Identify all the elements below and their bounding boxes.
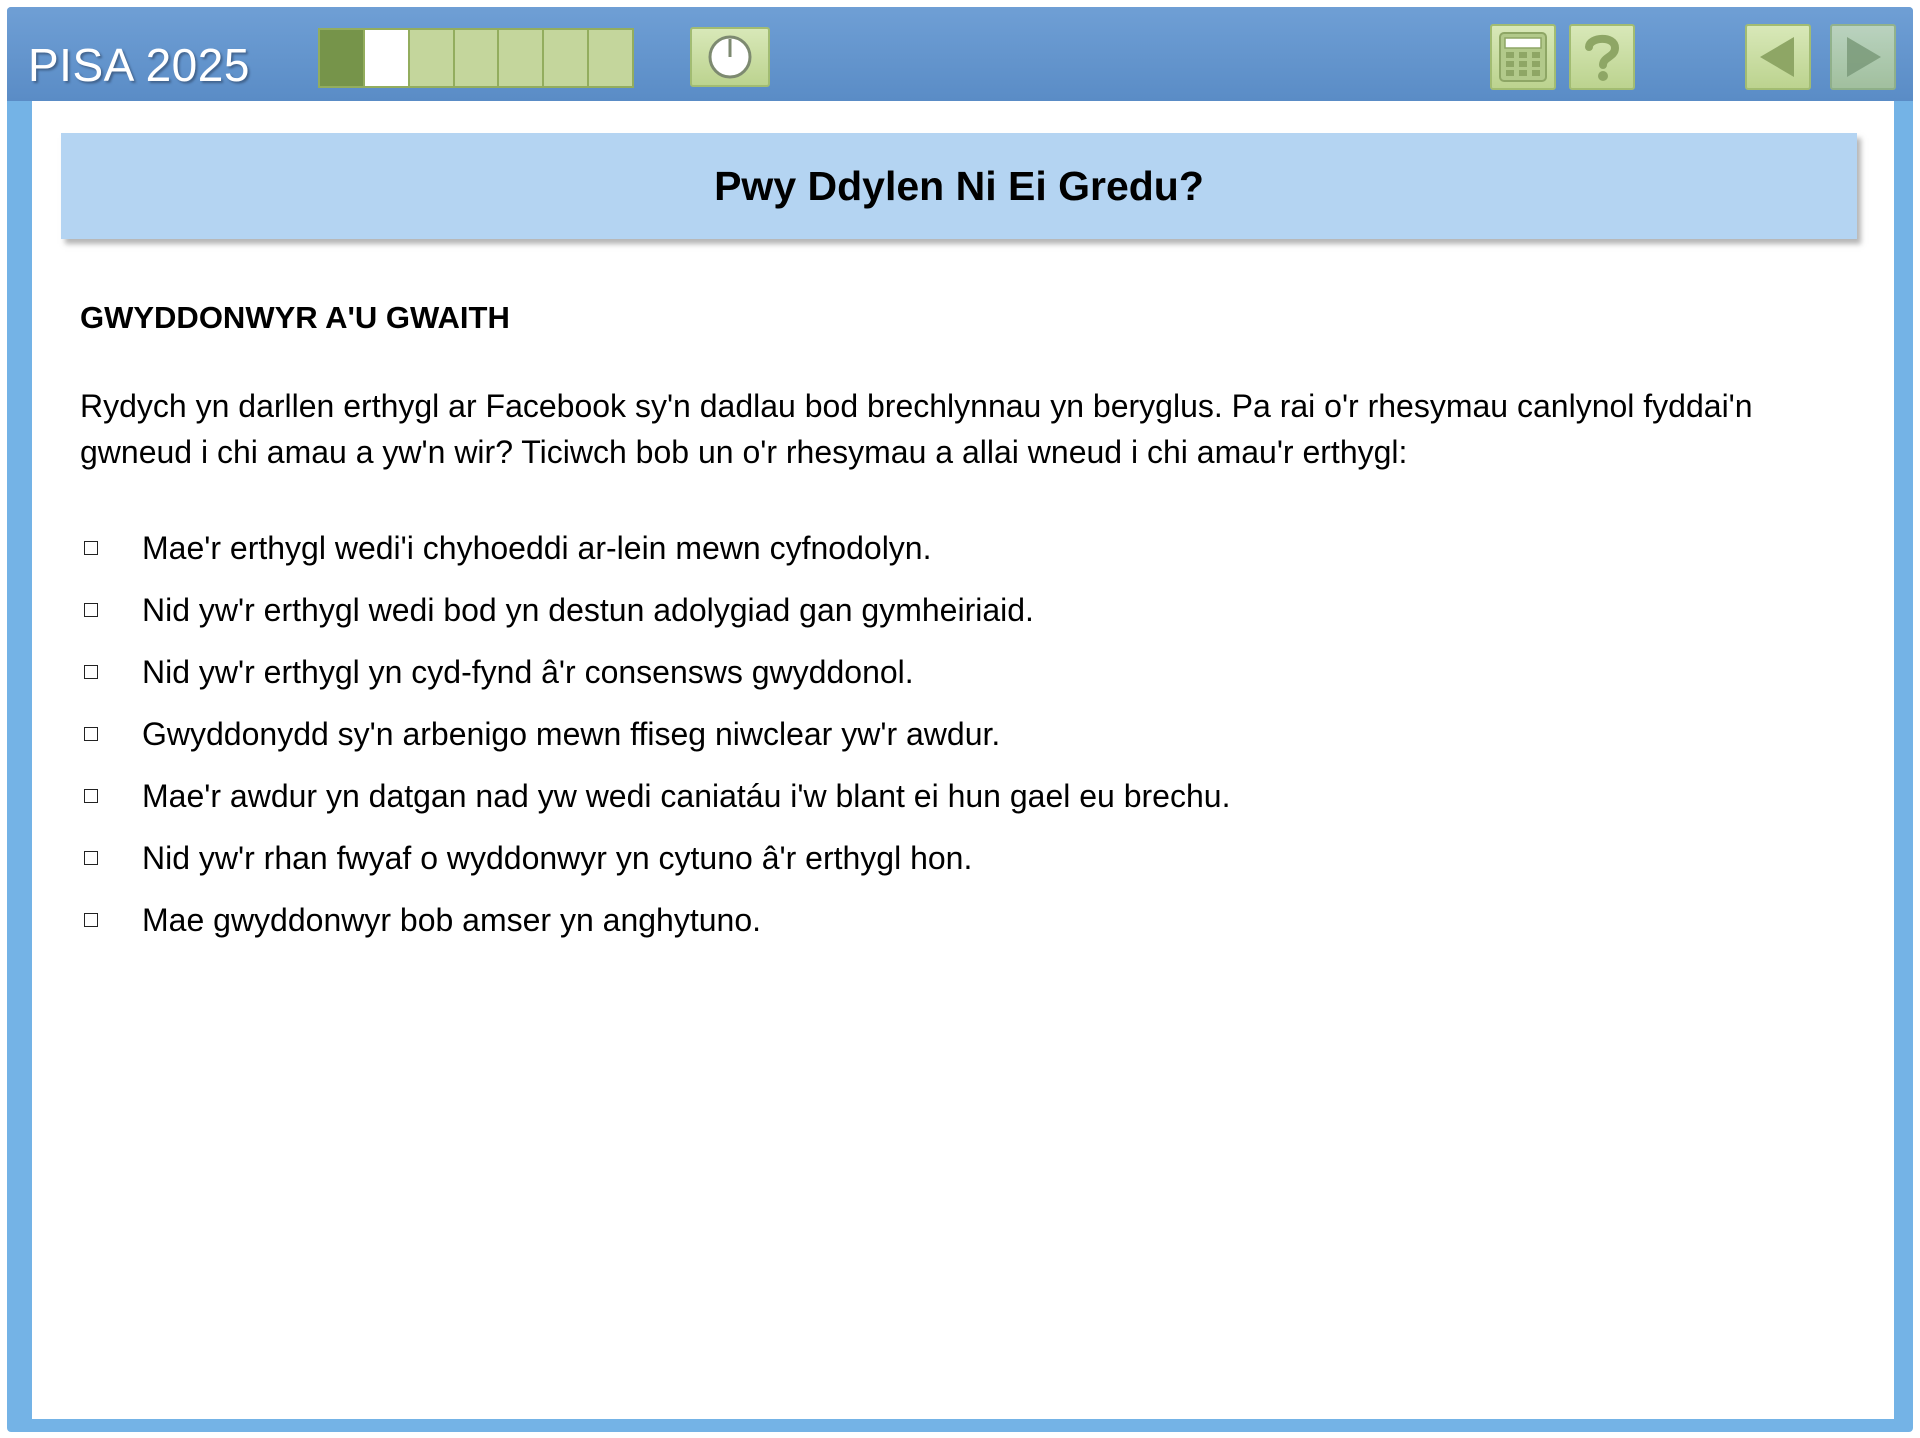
option-label[interactable]: Nid yw'r erthygl yn cyd-fynd â'r consensws gwyddonol. (142, 653, 914, 690)
option-label[interactable]: Nid yw'r rhan fwyaf o wyddonwyr yn cytuno â'r erthygl hon. (142, 839, 973, 876)
answer-option[interactable] (80, 703, 1230, 765)
option-label[interactable]: Gwyddonydd sy'n arbenigo mewn ffiseg niwclear yw'r awdur. (142, 715, 1001, 752)
timer-icon (706, 33, 754, 81)
progress-segment (544, 30, 589, 86)
option-checkbox[interactable] (84, 665, 98, 679)
back-button[interactable] (1745, 24, 1811, 90)
option-checkbox[interactable] (84, 603, 98, 617)
option-label[interactable]: Nid yw'r erthygl wedi bod yn destun adolygiad gan gymheiriaid. (142, 591, 1034, 628)
next-arrow-icon (1839, 31, 1887, 83)
unit-title-bar (61, 133, 1857, 239)
answer-option[interactable] (80, 765, 1230, 827)
next-button[interactable] (1830, 24, 1896, 90)
unit-title: Pwy Ddylen Ni Ei Gredu? (714, 162, 1204, 209)
option-checkbox[interactable] (84, 789, 98, 803)
answer-option[interactable] (80, 641, 1230, 703)
option-checkbox[interactable] (84, 727, 98, 741)
progress-segment (455, 30, 500, 86)
question-prompt: Rydych yn darllen erthygl ar Facebook sy'n dadlau bod brechlynnau yn beryglus. Pa rai o'r rhesymau canlynol fyddai'n gwneud i chi amau a yw'n wir? Ticiwch bob un o'r rhesymau a allai wneud i chi amau'r erthygl: (80, 388, 1753, 470)
option-label[interactable]: Mae'r awdur yn datgan nad yw wedi caniatáu i'w blant ei hun gael eu brechu. (142, 777, 1231, 814)
option-label[interactable]: Mae'r erthygl wedi'i chyhoeddi ar-lein mewn cyfnodolyn. (142, 529, 932, 566)
progress-bar (318, 28, 634, 88)
progress-segment (499, 30, 544, 86)
calculator-button[interactable] (1490, 24, 1556, 90)
progress-segment (589, 30, 632, 86)
option-checkbox[interactable] (84, 851, 98, 865)
timer-button[interactable] (690, 27, 770, 87)
answer-option[interactable] (80, 579, 1230, 641)
help-button[interactable] (1569, 24, 1635, 90)
progress-segment (410, 30, 455, 86)
answer-option[interactable] (80, 517, 1230, 579)
option-label[interactable]: Mae gwyddonwyr bob amser yn anghytuno. (142, 901, 762, 938)
option-checkbox[interactable] (84, 541, 98, 555)
progress-segment-completed (320, 30, 365, 86)
option-checkbox[interactable] (84, 913, 98, 927)
help-icon (1579, 31, 1625, 83)
question-heading: GWYDDONWYR A'U GWAITH (80, 300, 510, 335)
back-arrow-icon (1754, 31, 1802, 83)
progress-segment-current (365, 30, 410, 86)
answer-options (80, 517, 1230, 951)
answer-option[interactable] (80, 889, 1230, 951)
answer-option[interactable] (80, 827, 1230, 889)
calculator-icon (1498, 31, 1548, 83)
brand-logo: PISA 2025 (28, 39, 250, 91)
